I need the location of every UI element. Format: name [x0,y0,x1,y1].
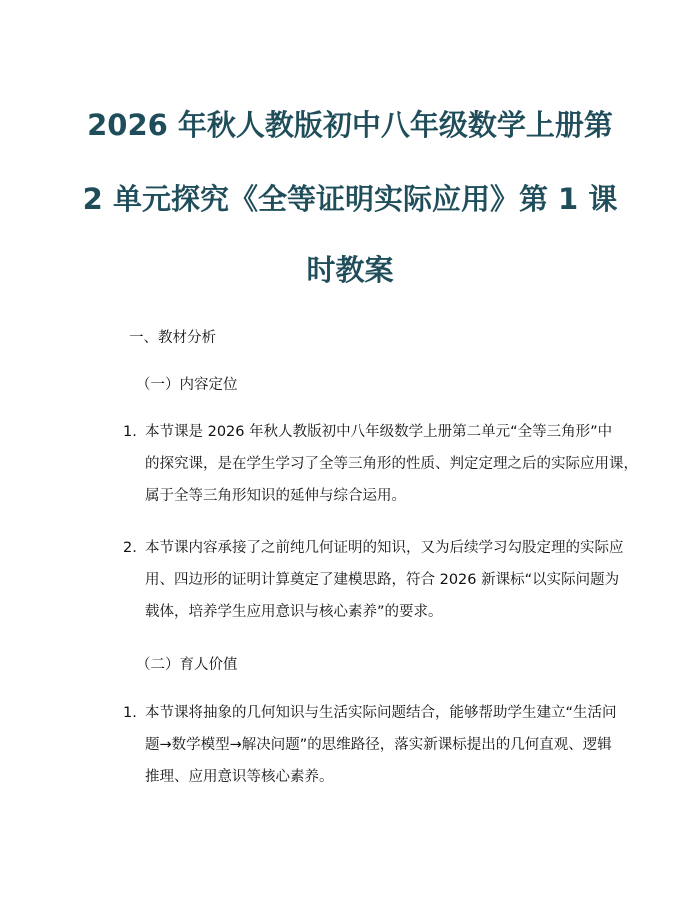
section-heading-materials-analysis: 一、教材分析 [129,330,216,346]
list-item-number: 2. [123,540,137,556]
document-title-line-2: 2 单元探究《全等证明实际应用》第 1 课 [82,182,618,216]
list-item [145,697,615,793]
subsection-heading-content-positioning: （一）内容定位 [136,377,238,393]
list-item-line: 本节课将抽象的几何知识与生活实际问题结合，能够帮助学生建立“生活问 [145,705,617,721]
list-item-line: 属于全等三角形知识的延伸与综合运用。 [145,488,406,504]
list-item-line: 的探究课，是在学生学习了全等三角形的性质、判定定理之后的实际应用课， [145,456,638,472]
list-item-number: 1. [123,705,137,721]
list-item-line: 用、四边形的证明计算奠定了建模思路，符合 2026 新课标“以实际问题为 [145,572,620,588]
list-item-number: 1. [123,424,137,440]
list-item [145,416,638,512]
list-item-line: 本节课是 2026 年秋人教版初中八年级数学上册第二单元“全等三角形”中 [145,424,613,440]
list-item-line: 推理、应用意识等核心素养。 [145,769,334,785]
list-item [145,532,624,628]
document-title-line-1: 2026 年秋人教版初中八年级数学上册第 [87,108,613,142]
list-item-line: 载体，培养学生应用意识与核心素养”的要求。 [145,604,443,620]
subsection-heading-educational-value: （二）育人价值 [136,657,238,673]
list-item-line: 本节课内容承接了之前纯几何证明的知识，又为后续学习勾股定理的实际应 [145,540,624,556]
list-item-line: 题→数学模型→解决问题”的思维路径，落实新课标提出的几何直观、逻辑 [145,737,612,753]
document-title-line-3: 时教案 [306,253,394,287]
